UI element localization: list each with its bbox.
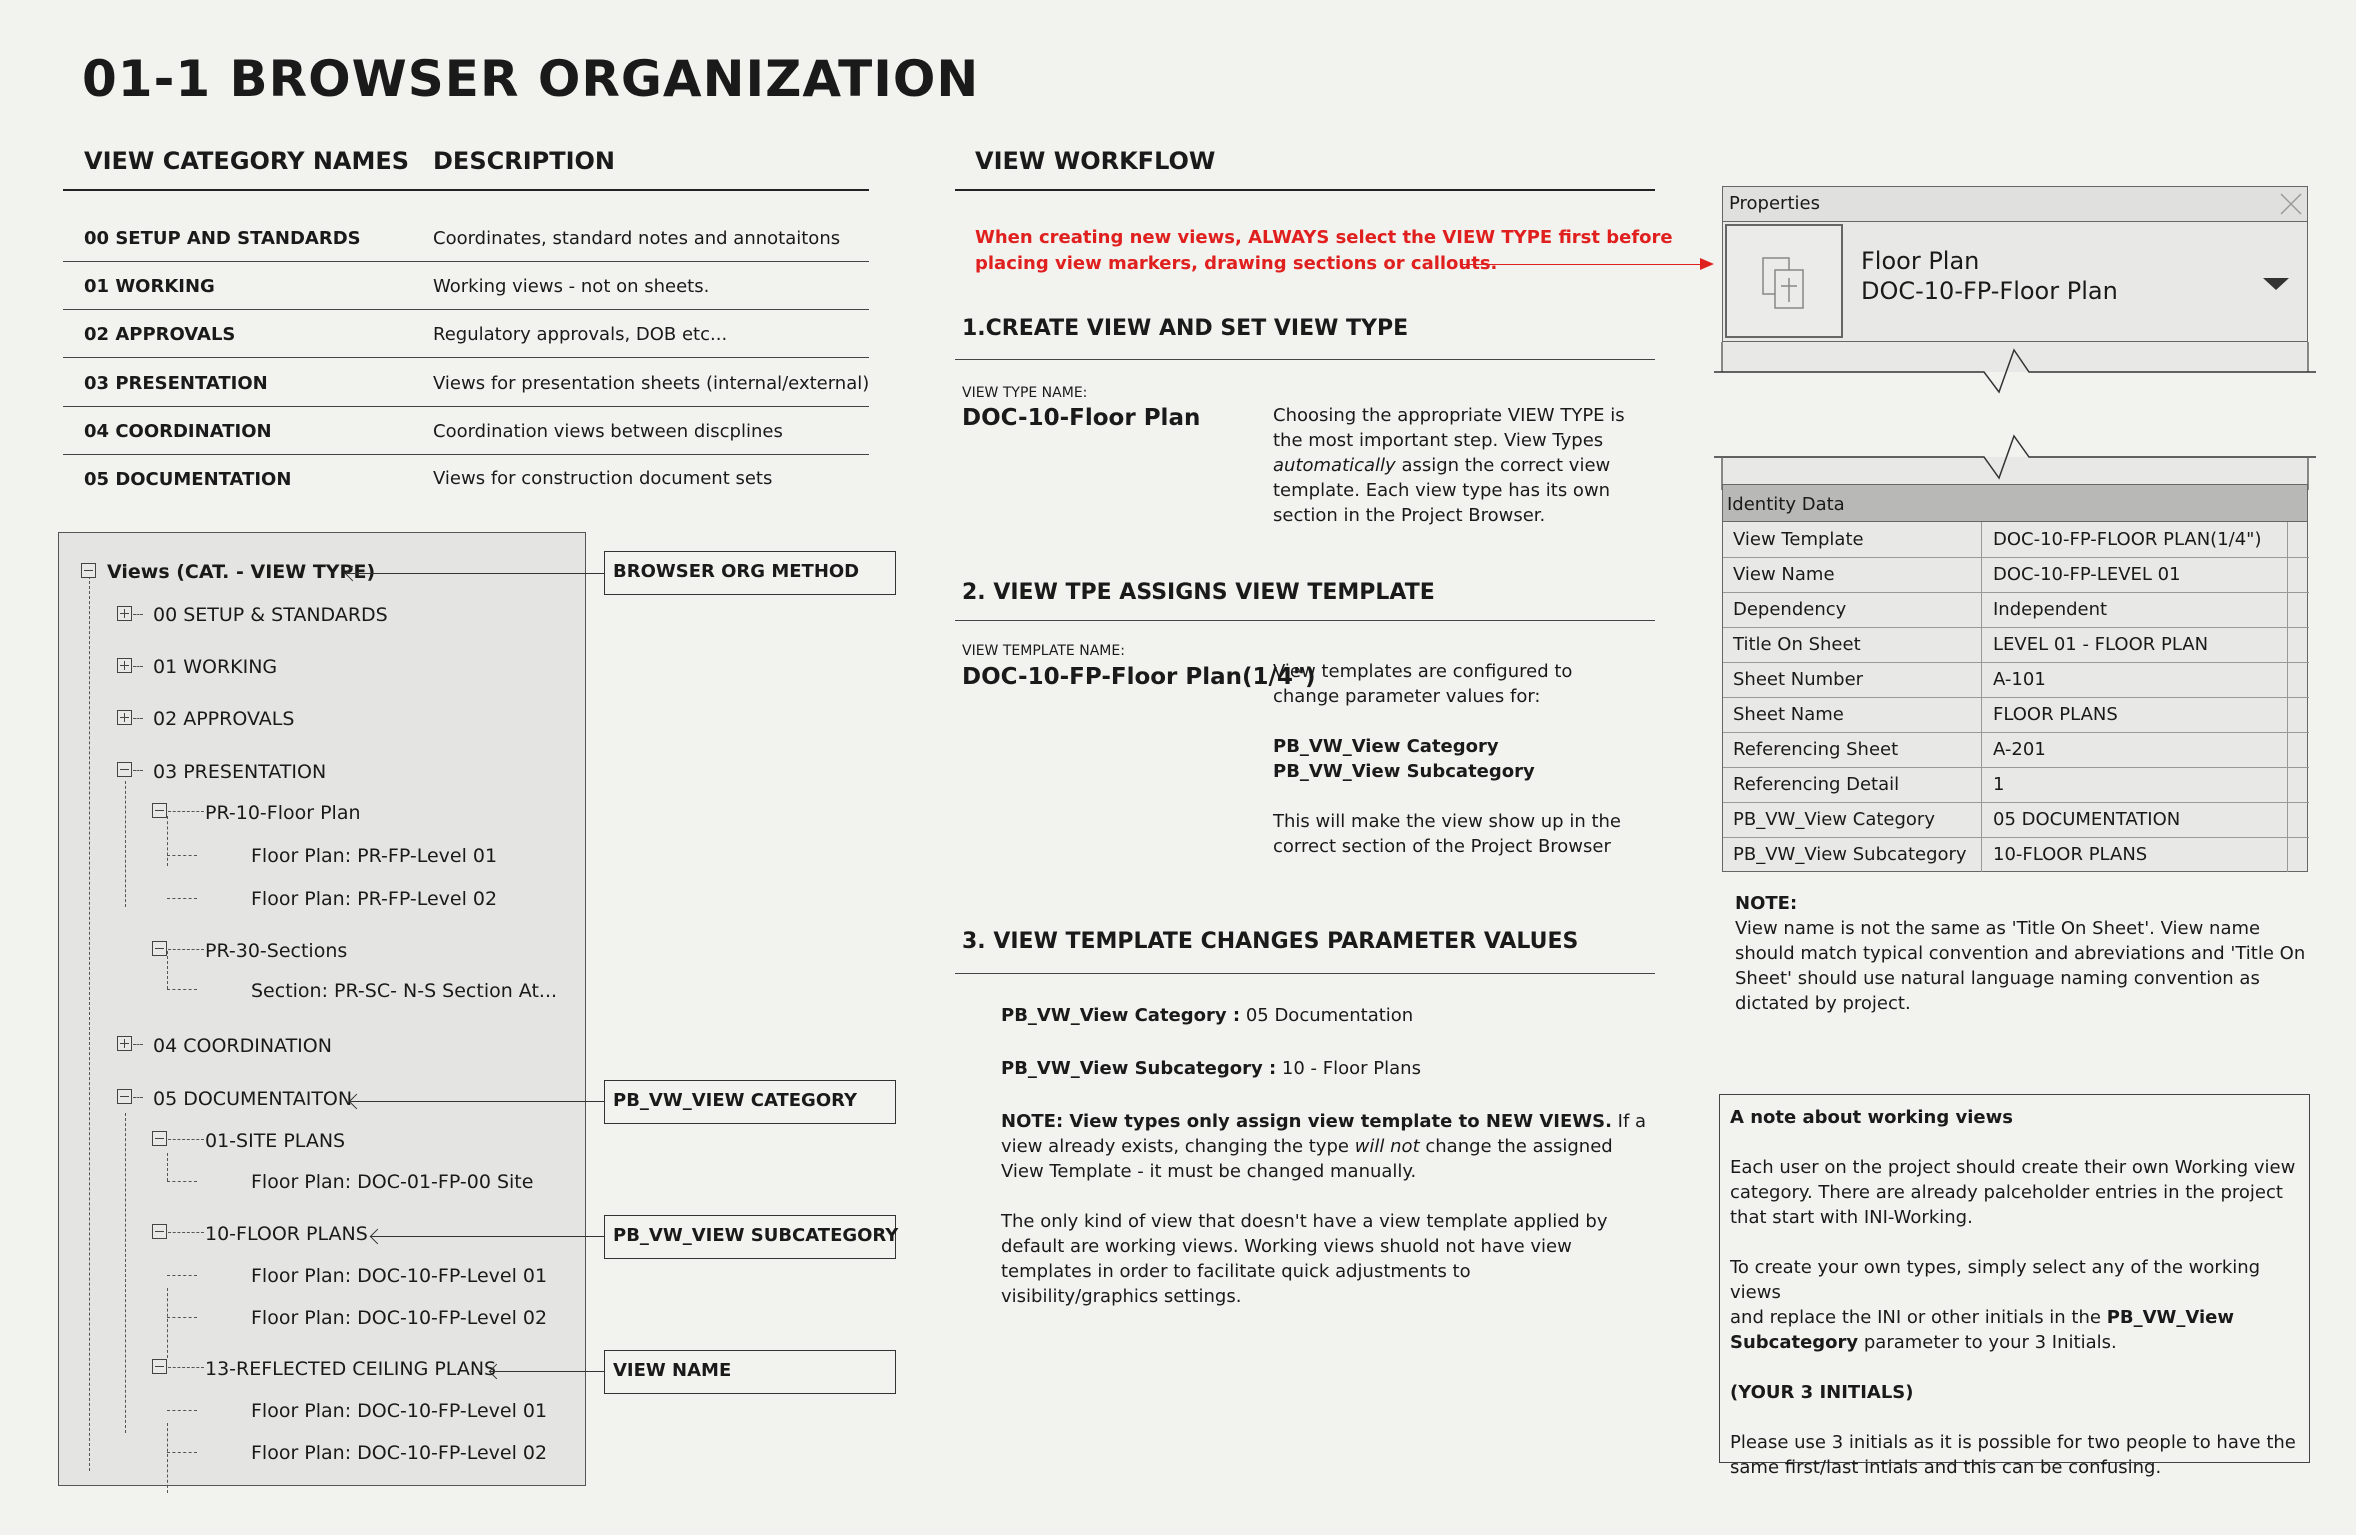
properties-title: Properties	[1729, 193, 1820, 214]
close-icon[interactable]	[2279, 192, 2303, 216]
text-line	[1001, 1003, 1646, 1028]
text-line: category. There are already palceholder entries in the project	[1730, 1182, 2283, 1203]
warning-arrow	[1462, 264, 1702, 265]
tree-item[interactable]: 13-REFLECTED CEILING PLANS	[205, 1358, 497, 1380]
break-line	[1714, 342, 2316, 490]
property-key: PB_VW_View Subcategory	[1733, 844, 1967, 865]
text-line: View Template - it must be changed manually.	[1001, 1161, 1417, 1182]
category-desc: Coordination views between discplines	[433, 421, 783, 442]
warning-line: placing view markers, drawing sections or callouts.	[975, 253, 1498, 274]
page-title: 01-1 BROWSER ORGANIZATION	[82, 50, 980, 108]
text-line	[1730, 1305, 2299, 1330]
type-family: Floor Plan	[1861, 247, 1980, 275]
text-line: template. Each view type has its own	[1273, 480, 1611, 501]
text-span: change the assigned	[1419, 1136, 1613, 1157]
working-views-note	[1719, 1094, 2310, 1478]
text-line: Please use 3 initials as it is possible for two people to have the	[1730, 1432, 2296, 1453]
properties-titlebar	[1722, 186, 2308, 222]
step3-body	[1001, 1003, 1646, 1309]
category-name: 01 WORKING	[84, 276, 215, 297]
tree-item[interactable]: 05 DOCUMENTAITON	[153, 1088, 353, 1110]
property-row[interactable]	[1723, 732, 2309, 768]
tree-connector	[167, 951, 168, 989]
type-preview	[1725, 224, 1843, 338]
row-divider	[63, 454, 869, 455]
tree-item[interactable]: 10-FLOOR PLANS	[205, 1223, 368, 1245]
property-key: Referencing Detail	[1733, 774, 1900, 795]
project-browser-tree	[58, 532, 586, 1486]
text-line: the most important step. View Types	[1273, 430, 1604, 451]
step1-title: 1.CREATE VIEW AND SET VIEW TYPE	[962, 316, 1409, 341]
property-row[interactable]	[1723, 697, 2309, 733]
property-row[interactable]	[1723, 627, 2309, 663]
type-name	[1861, 246, 2118, 306]
text-line: same first/last intials and this can be confusing.	[1730, 1457, 2162, 1478]
text-line: visibility/graphics settings.	[1001, 1286, 1242, 1307]
text-line: Choosing the appropriate VIEW TYPE is	[1273, 405, 1625, 426]
tree-connector	[167, 1452, 197, 1453]
text-line: change parameter values for:	[1273, 686, 1541, 707]
property-value[interactable]: 1	[1993, 774, 2005, 795]
text-line	[1273, 453, 1625, 478]
text-line	[1001, 1109, 1646, 1134]
view-name-note	[1735, 891, 2305, 1016]
collapse-icon[interactable]	[152, 1224, 167, 1239]
text-line: section in the Project Browser.	[1273, 505, 1546, 526]
step1-label: VIEW TYPE NAME:	[962, 385, 1088, 401]
text-line: Each user on the project should create their own Working view	[1730, 1157, 2296, 1178]
tree-connector	[167, 855, 197, 856]
tree-connector	[168, 811, 204, 812]
property-value[interactable]: A-201	[1993, 739, 2046, 760]
tree-connector	[167, 1181, 197, 1182]
text-line: templates in order to facilitate quick adjustments to	[1001, 1261, 1471, 1282]
text-line	[1001, 1134, 1646, 1159]
text-line: To create your own types, simply select any of the working views	[1730, 1257, 2261, 1303]
step1-description	[1273, 403, 1625, 528]
type-value: DOC-10-FP-Floor Plan	[1861, 277, 2118, 305]
tree-connector	[167, 1410, 197, 1411]
callout-arrow	[346, 573, 604, 574]
text-line: The only kind of view that doesn't have a view template applied by	[1001, 1211, 1608, 1232]
step1-rule	[955, 359, 1655, 360]
category-name: 05 DOCUMENTATION	[84, 469, 292, 490]
callout-category: PB_VW_VIEW CATEGORY	[604, 1080, 896, 1124]
row-divider	[63, 309, 869, 310]
text-span: If a	[1611, 1111, 1647, 1132]
property-value[interactable]: DOC-10-FP-LEVEL 01	[1993, 564, 2181, 585]
step3-title: 3. VIEW TEMPLATE CHANGES PARAMETER VALUES	[962, 929, 1579, 954]
dropdown-arrow-icon[interactable]	[2263, 276, 2289, 292]
properties-table	[1722, 522, 2308, 872]
property-key: View Template	[1733, 529, 1864, 550]
tree-connector	[167, 898, 197, 899]
property-row[interactable]	[1723, 767, 2309, 803]
property-key: Title On Sheet	[1733, 634, 1861, 655]
callout-arrow	[371, 1236, 604, 1237]
tree-item[interactable]: 00 SETUP & STANDARDS	[153, 604, 388, 626]
tree-item[interactable]: 02 APPROVALS	[153, 708, 295, 730]
category-desc: Coordinates, standard notes and annotaitons	[433, 228, 841, 249]
collapse-icon[interactable]	[152, 1131, 167, 1146]
tree-connector	[168, 1232, 204, 1233]
parameter-value: 05 Documentation	[1240, 1005, 1414, 1026]
property-key: Dependency	[1733, 599, 1847, 620]
section-title: Identity Data	[1727, 494, 1845, 515]
tree-item[interactable]: 01 WORKING	[153, 656, 278, 678]
collapse-icon[interactable]	[152, 803, 167, 818]
type-selector[interactable]	[1722, 222, 2308, 342]
warning-line: When creating new views, ALWAYS select the VIEW TYPE first before	[975, 227, 1673, 248]
identity-data-header[interactable]	[1722, 484, 2308, 522]
text-line	[1730, 1330, 2299, 1355]
property-row[interactable]	[1723, 522, 2309, 558]
tree-connector	[125, 1113, 126, 1433]
category-names-header: VIEW CATEGORY NAMES	[84, 147, 410, 175]
tree-item[interactable]: PR-30-Sections	[205, 940, 348, 962]
parameter-name: PB_VW_View Subcategory :	[1001, 1058, 1277, 1079]
tree-connector	[133, 1044, 143, 1045]
note-bold: NOTE: View types only assign view template to NEW VIEWS.	[1001, 1111, 1612, 1132]
tree-connector	[167, 816, 168, 866]
parameter-name: Subcategory	[1730, 1332, 1859, 1353]
text-line: should match typical convention and abreviations and 'Title On	[1735, 943, 2306, 964]
property-row[interactable]	[1723, 802, 2309, 838]
tree-item[interactable]: Floor Plan: DOC-10-FP-Level 01	[251, 1265, 548, 1287]
initials-label: (YOUR 3 INITIALS)	[1730, 1382, 1914, 1403]
property-key: Referencing Sheet	[1733, 739, 1899, 760]
floor-plan-icon	[1761, 256, 1811, 312]
property-value[interactable]: Independent	[1993, 599, 2108, 620]
expand-icon[interactable]	[117, 1036, 132, 1051]
callout-browser-org: BROWSER ORG METHOD	[604, 551, 896, 595]
tree-item[interactable]: 01-SITE PLANS	[205, 1130, 346, 1152]
collapse-icon[interactable]	[117, 762, 132, 777]
category-desc: Regulatory approvals, DOB etc...	[433, 324, 728, 345]
tree-connector	[125, 781, 126, 907]
property-row[interactable]	[1723, 592, 2309, 628]
step2-description	[1273, 659, 1621, 859]
category-desc: Views for construction document sets	[433, 468, 773, 489]
red-arrowhead-icon	[1700, 258, 1714, 270]
text-line: default are working views. Working views shuold not have view	[1001, 1236, 1572, 1257]
text-line: correct section of the Project Browser	[1273, 836, 1611, 857]
tree-root[interactable]: Views (CAT. - VIEW TYPE)	[107, 561, 376, 583]
note-title: A note about working views	[1730, 1107, 2013, 1128]
workflow-rule	[955, 189, 1655, 191]
text-span: parameter to your 3 Initials.	[1858, 1332, 2117, 1353]
property-row[interactable]	[1723, 837, 2309, 872]
tree-item[interactable]: Section: PR-SC- N-S Section At...	[251, 980, 558, 1002]
callout-arrow	[490, 1371, 604, 1372]
tree-item[interactable]: Floor Plan: PR-FP-Level 02	[251, 888, 498, 910]
property-key: PB_VW_View Category	[1733, 809, 1935, 830]
category-desc: Working views - not on sheets.	[433, 276, 710, 297]
property-value[interactable]: A-101	[1993, 669, 2046, 690]
property-key: View Name	[1733, 564, 1835, 585]
text-span: view already exists, changing the type	[1001, 1136, 1355, 1157]
expand-icon[interactable]	[117, 710, 132, 725]
tree-connector	[133, 666, 143, 667]
tree-connector	[167, 1423, 168, 1493]
property-value[interactable]: 05 DOCUMENTATION	[1993, 809, 2181, 830]
tree-connector	[133, 770, 143, 771]
text-line: View templates are configured to	[1273, 661, 1573, 682]
row-divider	[63, 261, 869, 262]
parameter-name: PB_VW_View Category :	[1001, 1005, 1241, 1026]
expand-icon[interactable]	[117, 658, 132, 673]
callout-arrow	[350, 1101, 604, 1102]
tree-connector	[167, 1275, 197, 1276]
text-line	[1001, 1056, 1646, 1081]
collapse-icon[interactable]	[152, 941, 167, 956]
category-name: 03 PRESENTATION	[84, 373, 268, 394]
table-header-rule	[63, 189, 869, 191]
category-name: 02 APPROVALS	[84, 324, 236, 345]
workflow-warning	[975, 225, 1673, 277]
tree-item[interactable]: 04 COORDINATION	[153, 1035, 332, 1057]
text-span: and replace the INI or other initials in the	[1730, 1307, 2107, 1328]
collapse-icon[interactable]	[81, 563, 96, 578]
text-line: that start with INI-Working.	[1730, 1207, 1973, 1228]
step3-rule	[955, 973, 1655, 974]
parameter-value: 10 - Floor Plans	[1276, 1058, 1421, 1079]
callout-subcategory: PB_VW_VIEW SUBCATEGORY	[604, 1215, 896, 1259]
tree-connector	[168, 1367, 204, 1368]
tree-connector	[133, 718, 143, 719]
emphasis: automatically	[1273, 455, 1396, 476]
property-value[interactable]: FLOOR PLANS	[1993, 704, 2118, 725]
tree-item[interactable]: Floor Plan: PR-FP-Level 01	[251, 845, 498, 867]
collapse-icon[interactable]	[117, 1089, 132, 1104]
tree-item[interactable]: Floor Plan: DOC-10-FP-Level 02	[251, 1442, 548, 1464]
tree-item[interactable]: Floor Plan: DOC-10-FP-Level 02	[251, 1307, 548, 1329]
tree-connector	[167, 1153, 168, 1181]
tree-connector	[167, 1288, 168, 1358]
parameter-name: PB_VW_View Subcategory	[1273, 761, 1535, 782]
tree-connector	[133, 1097, 143, 1098]
tree-connector	[167, 989, 197, 990]
tree-connector	[89, 571, 90, 1471]
emphasis: will not	[1354, 1136, 1420, 1157]
text-line: Sheet' should use natural language naming convention as	[1735, 968, 2260, 989]
collapse-icon[interactable]	[152, 1359, 167, 1374]
category-desc: Views for presentation sheets (internal/external)	[433, 373, 870, 394]
tree-item[interactable]: PR-10-Floor Plan	[205, 802, 361, 824]
tree-connector	[167, 1317, 197, 1318]
callout-view-name: VIEW NAME	[604, 1350, 896, 1394]
property-key: Sheet Number	[1733, 669, 1864, 690]
description-header: DESCRIPTION	[433, 147, 616, 175]
category-name: 04 COORDINATION	[84, 421, 272, 442]
workflow-header: VIEW WORKFLOW	[975, 147, 1216, 175]
tree-item[interactable]: Floor Plan: DOC-01-FP-00 Site	[251, 1171, 534, 1193]
text-span: assign the correct view	[1395, 455, 1611, 476]
text-line: View name is not the same as 'Title On Sheet'. View name	[1735, 918, 2261, 939]
property-key: Sheet Name	[1733, 704, 1844, 725]
parameter-name: PB_VW_View Category	[1273, 736, 1499, 757]
row-divider	[63, 406, 869, 407]
step2-rule	[955, 620, 1655, 621]
tree-connector	[168, 949, 204, 950]
text-line: dictated by project.	[1735, 993, 1911, 1014]
category-name: 00 SETUP AND STANDARDS	[84, 228, 361, 249]
property-row[interactable]	[1723, 662, 2309, 698]
property-row[interactable]	[1723, 557, 2309, 593]
tree-item[interactable]: Floor Plan: DOC-10-FP-Level 01	[251, 1400, 548, 1422]
note-label: NOTE:	[1735, 893, 1798, 914]
row-divider	[63, 357, 869, 358]
tree-item[interactable]: 03 PRESENTATION	[153, 761, 327, 783]
view-template-name: DOC-10-FP-Floor Plan(1/4")	[962, 664, 1316, 690]
view-type-name: DOC-10-Floor Plan	[962, 405, 1201, 431]
step2-label: VIEW TEMPLATE NAME:	[962, 643, 1125, 659]
property-value[interactable]: 10-FLOOR PLANS	[1993, 844, 2148, 865]
expand-icon[interactable]	[117, 606, 132, 621]
parameter-name: PB_VW_View	[2106, 1307, 2235, 1328]
tree-connector	[133, 614, 143, 615]
tree-connector	[168, 1139, 204, 1140]
property-value[interactable]: LEVEL 01 - FLOOR PLAN	[1993, 634, 2209, 655]
property-value[interactable]: DOC-10-FP-FLOOR PLAN(1/4")	[1993, 529, 2262, 550]
step2-title: 2. VIEW TPE ASSIGNS VIEW TEMPLATE	[962, 580, 1435, 605]
text-line: This will make the view show up in the	[1273, 811, 1621, 832]
